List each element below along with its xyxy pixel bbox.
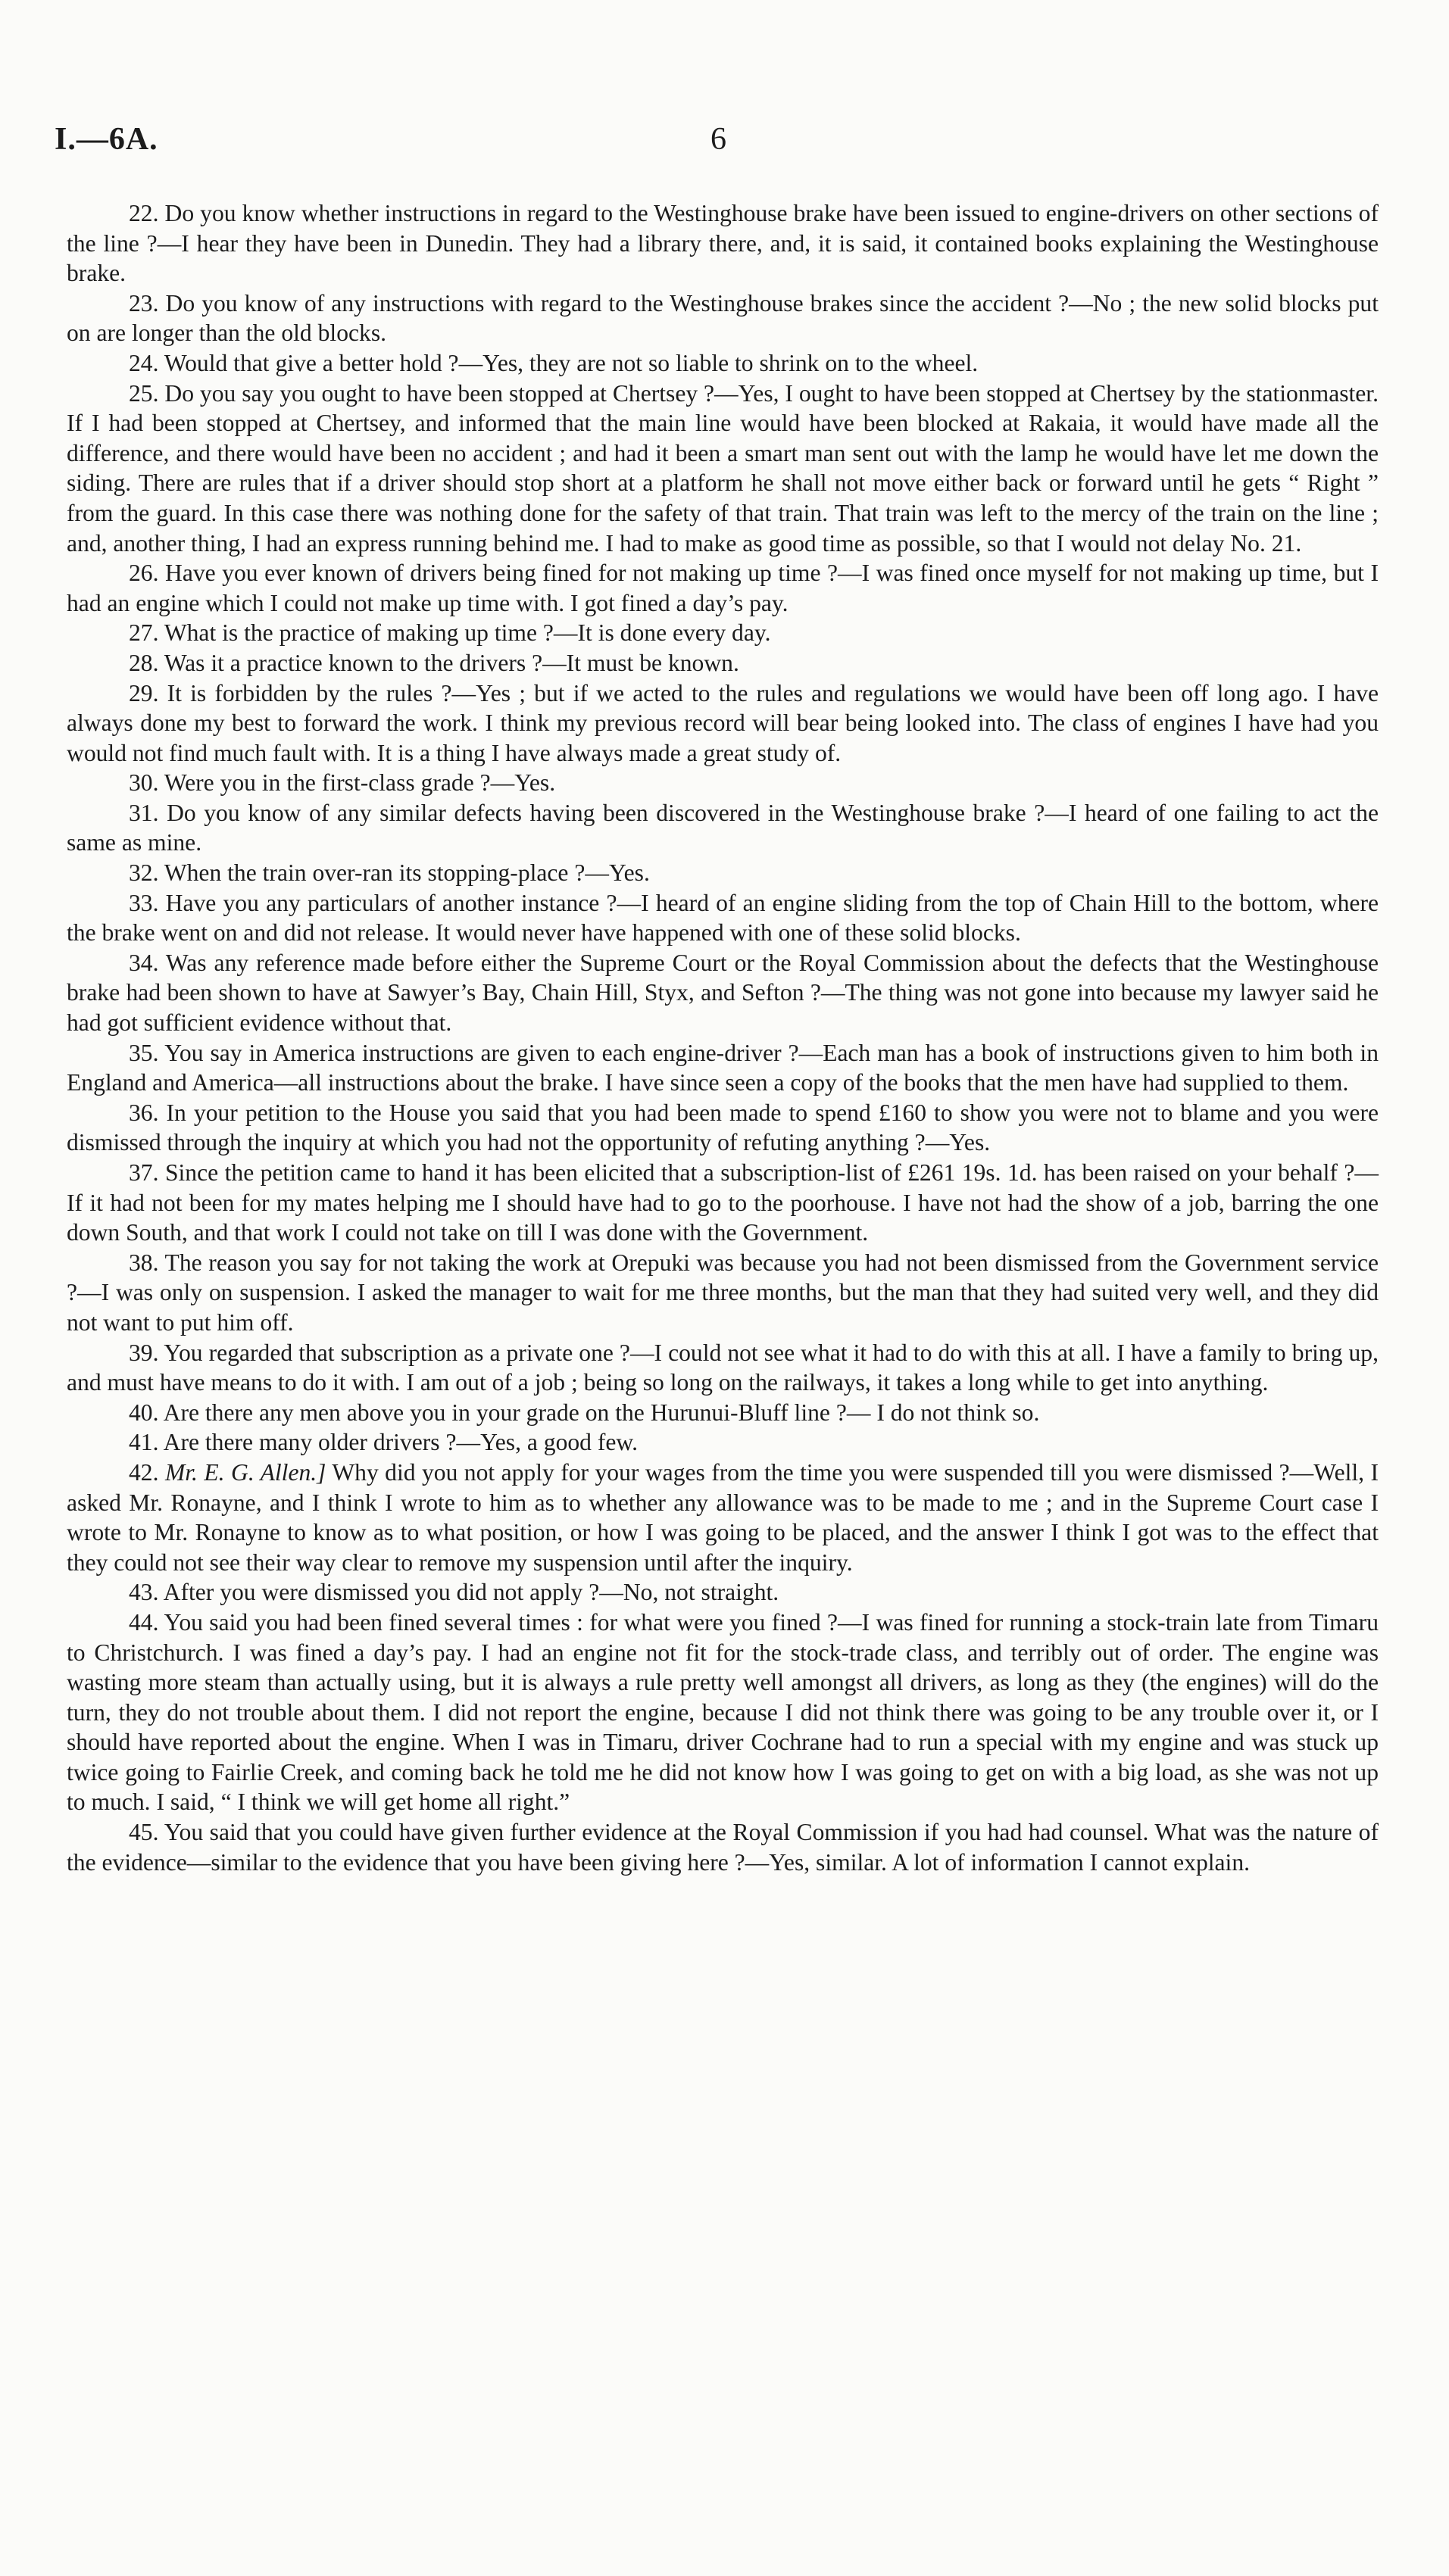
paragraph-24: 24. Would that give a better hold ?—Yes, they are not so liable to shrink on to the wheel. (129, 349, 979, 376)
paragraph-32: 32. When the train over-ran its stopping-place ?—Yes. (129, 859, 650, 887)
page-number: 6 (710, 122, 726, 157)
paragraph-29: 29. It is forbidden by the rules ?—Yes ; but if we acted to the rules and regulations we would have been off long ago. I have always done my best to forward the work. I think my previous record will bear being looked into. The class of engines I have had you would not find much fault with. It is a thing I have always made a great study of. (67, 679, 1379, 766)
paragraph-43: 43. After you were dismissed you did not apply ?—No, not straight. (129, 1579, 779, 1606)
paragraph-text: Why did you not apply for your wages from the time you were suspended till you were dismissed ?—Well, I asked Mr. Ronayne, and I think I wrote to him as to whether any allowance was to be made to me ; and in the Supreme Court case I wrote to Mr. Ronayne to know as to what position, or how I was going to be placed, and the answer I think I got was to the effect that they could not see their way clear to remove my suspension until after the inquiry. (67, 1458, 1379, 1576)
paragraph-22: 22. Do you know whether instructions in regard to the Westinghouse brake have been issued to engine-drivers on other sections of the line ?—I hear they have been in Dunedin. They had a library there, and, it is said, it contained books explaining the Westinghouse brake. (67, 200, 1379, 287)
paragraph-27: 27. What is the practice of making up time ?—It is done every day. (129, 619, 771, 647)
paragraph-28: 28. Was it a practice known to the drivers ?—It must be known. (129, 649, 739, 676)
question-number: 42. (129, 1458, 165, 1486)
paragraph-33: 33. Have you any particulars of another instance ?—I heard of an engine sliding from the top of Chain Hill to the bottom, where the brake went on and did not release. It would never have happened with one of these solid blocks. (67, 889, 1379, 947)
paragraph-41: 41. Are there many older drivers ?—Yes, a good few. (129, 1429, 639, 1456)
document-body (67, 198, 1379, 1877)
examiner-name: Mr. E. G. Allen.] (164, 1458, 326, 1486)
document-reference: I.—6A. (55, 122, 158, 157)
page-header (55, 121, 1395, 174)
paragraph-30: 30. Were you in the first-class grade ?—Yes. (129, 769, 556, 797)
paragraph-45: 45. You said that you could have given further evidence at the Royal Commission if you had had counsel. What was the nature of the evidence—similar to the evidence that you have been giving here ?—Yes, similar. A lot of information I cannot explain. (67, 1819, 1379, 1876)
paragraph-40: 40. Are there any men above you in your grade on the Hurunui-Bluff line ?— I do not think so. (129, 1399, 1040, 1426)
paragraph-38: 38. The reason you say for not taking the work at Orepuki was because you had not been dismissed from the Government service ?—I was only on suspension. I asked the manager to wait for me three months, but the man that they had suited very well, and they did not want to put him off. (67, 1249, 1379, 1336)
paragraph-36: 36. In your petition to the House you said that you had been made to spend £160 to show you were not to blame and you were dismissed through the inquiry at which you had not the opportunity of refuting anything ?—Yes. (67, 1099, 1379, 1156)
paragraph-44: 44. You said you had been fined several times : for what were you fined ?—I was fined for running a stock-train late from Timaru to Christchurch. I was fined a day’s pay. I had an engine not fit for the stock-trade class, and terribly out of order. The engine was wasting more steam than actually using, but it is always a rule pretty well amongst all drivers, as long as they (the engines) will do the turn, they do not trouble about them. I did not report the engine, because I did not think there was going to be any trouble over it, or I should have reported about the engine. When I was in Timaru, driver Cochrane had to run a special with my engine and was stuck up twice going to Fairlie Creek, and coming back he told me he did not know how I was going to get on with a big load, as she was not up to much. I said, “ I think we will get home all right.” (67, 1608, 1379, 1816)
paragraph-26: 26. Have you ever known of drivers being fined for not making up time ?—I was fined once myself for not making up time, but I had an engine which I could not make up time with. I got fined a day’s pay. (67, 560, 1379, 616)
paragraph-34: 34. Was any reference made before either the Supreme Court or the Royal Commission about the defects that the Westinghouse brake had been shown to have at Sawyer’s Bay, Chain Hill, Styx, and Sefton ?—The thing was not gone into because my lawyer said he had got sufficient evidence without that. (67, 949, 1379, 1037)
paragraph-23: 23. Do you know of any instructions with regard to the Westinghouse brakes since the accident ?—No ; the new solid blocks put on are longer than the old blocks. (67, 289, 1379, 347)
paragraph-35: 35. You say in America instructions are given to each engine-driver ?—Each man has a book of instructions given to him both in England and America—all instructions about the brake. I have since seen a copy of the books that the men have had supplied to them. (67, 1039, 1379, 1096)
paragraph-39: 39. You regarded that subscription as a private one ?—I could not see what it had to do with this at all. I have a family to bring up, and must have means to do it with. I am out of a job ; being so long on the railways, it takes a long while to get into anything. (67, 1339, 1379, 1396)
paragraph-31: 31. Do you know of any similar defects having been discovered in the Westinghouse brake ?—I heard of one failing to act the same as mine. (67, 799, 1379, 856)
paragraph-37: 37. Since the petition came to hand it has been elicited that a subscription-list of £261 19s. 1d. has been raised on your behalf ?—If it had not been for my mates helping me I should have had to go to the poorhouse. I have not had the show of a job, barring the one down South, and that work I could not take on till I was done with the Government. (67, 1159, 1379, 1246)
paragraph-25: 25. Do you say you ought to have been stopped at Chertsey ?—Yes, I ought to have been stopped at Chertsey by the stationmaster. If I had been stopped at Chertsey, and informed that the main line would have been blocked at Rakaia, it would have made all the difference, and there would have been no accident ; and had it been a smart man sent out with the lamp he would have let me down the siding. There are rules that if a driver should stop short at a platform he shall not move either back or forward until he gets “ Right ” from the guard. In this case there was nothing done for the safety of that train. That train was left to the mercy of the train on the line ; and, another thing, I had an express running behind me. I had to make as good time as possible, so that I would not delay No. 21. (67, 379, 1379, 557)
paragraph-42 (67, 1458, 1379, 1577)
